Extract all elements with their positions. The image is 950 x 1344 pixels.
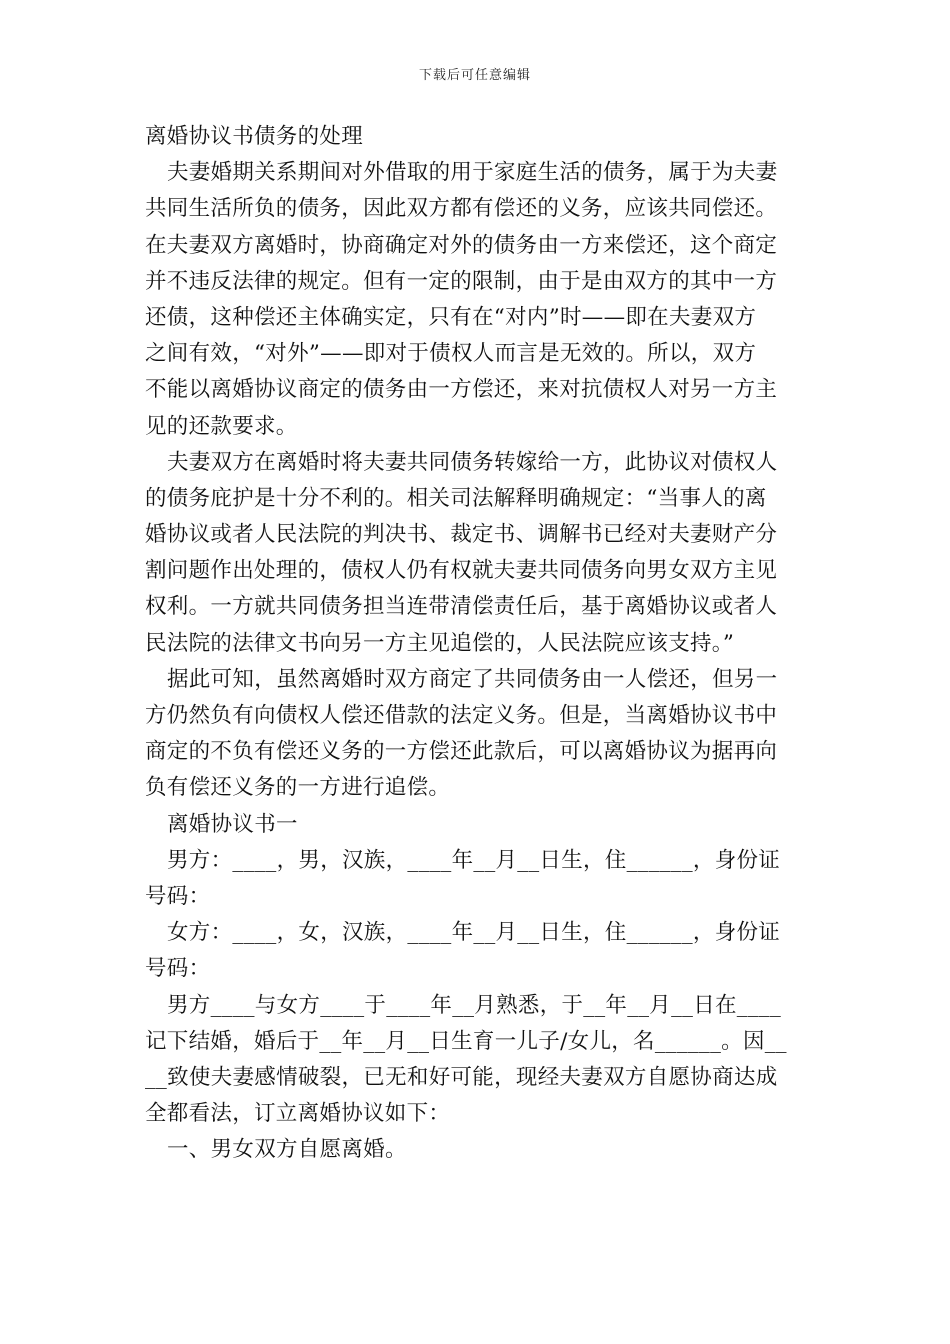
clause-item: 一、男女双方自愿离婚。 — [167, 1137, 407, 1163]
text-line: 并不违反法律的规定。但有一定的限制，由于是由双方的其中一方 — [145, 268, 778, 294]
text-line: 在夫妻双方离婚时，协商确定对外的债务由一方来偿还，这个商定 — [145, 232, 778, 258]
text-line: 民法院的法律文书向另一方主见追偿的，人民法院应该支持。” — [145, 630, 735, 656]
text-line: 割问题作出处理的，债权人仍有权就夫妻共同债务向男女双方主见 — [145, 558, 778, 584]
document-body — [145, 119, 807, 1168]
form-line-male: 男方：____，男，汉族，____年__月__日生，住______，身份证 — [167, 847, 781, 873]
text-line: 记下结婚，婚后于__年__月__日生育一儿子/女儿，名______。因__ — [145, 1028, 787, 1054]
text-line: 夫妻婚期关系期间对外借取的用于家庭生活的债务，属于为夫妻 — [167, 160, 778, 186]
text-line: __致使夫妻感情破裂，已无和好可能，现经夫妻双方自愿协商达成 — [145, 1064, 778, 1090]
text-line: 婚协议或者人民法院的判决书、裁定书、调解书已经对夫妻财产分 — [145, 522, 778, 548]
text-line: 的债务庇护是十分不利的。相关司法解释明确规定：“当事人的离 — [145, 485, 767, 511]
text-line: 商定的不负有偿还义务的一方偿还此款后，可以离婚协议为据再向 — [145, 739, 778, 765]
text-line: 据此可知，虽然离婚时双方商定了共同债务由一人偿还，但另一 — [167, 666, 778, 692]
text-line: 夫妻双方在离婚时将夫妻共同债务转嫁给一方，此协议对债权人 — [167, 449, 778, 475]
page-header: 下载后可任意编辑 — [418, 68, 531, 83]
document-title: 离婚协议书债务的处理 — [145, 124, 364, 149]
text-line: 负有偿还义务的一方进行追偿。 — [145, 775, 451, 801]
text-line: 全都看法，订立离婚协议如下： — [145, 1101, 451, 1127]
form-line-female: 女方：____，女，汉族，____年__月__日生，住______，身份证 — [167, 920, 781, 946]
text-line: 不能以离婚协议商定的债务由一方偿还，来对抗债权人对另一方主 — [145, 377, 778, 403]
text-line: 方仍然负有向债权人偿还借款的法定义务。但是，当离婚协议书中 — [145, 703, 778, 728]
text-line: 权利。一方就共同债务担当连带清偿责任后，基于离婚协议或者人 — [145, 594, 778, 620]
section-heading: 离婚协议书一 — [167, 811, 298, 837]
text-line: 号码： — [145, 883, 211, 909]
text-line: 之间有效，“对外”——即对于债权人而言是无效的。所以，双方 — [145, 341, 757, 367]
text-line: 还债，这种偿还主体确实定，只有在“对内”时——即在夫妻双方 — [145, 304, 757, 330]
text-line: 号码： — [145, 956, 211, 982]
text-line: 共同生活所负的债务，因此双方都有偿还的义务，应该共同偿还。 — [145, 196, 778, 222]
text-line: 见的还款要求。 — [145, 413, 298, 439]
form-line-marriage: 男方____与女方____于____年__月熟悉，于__年__月__日在____ — [167, 992, 782, 1018]
